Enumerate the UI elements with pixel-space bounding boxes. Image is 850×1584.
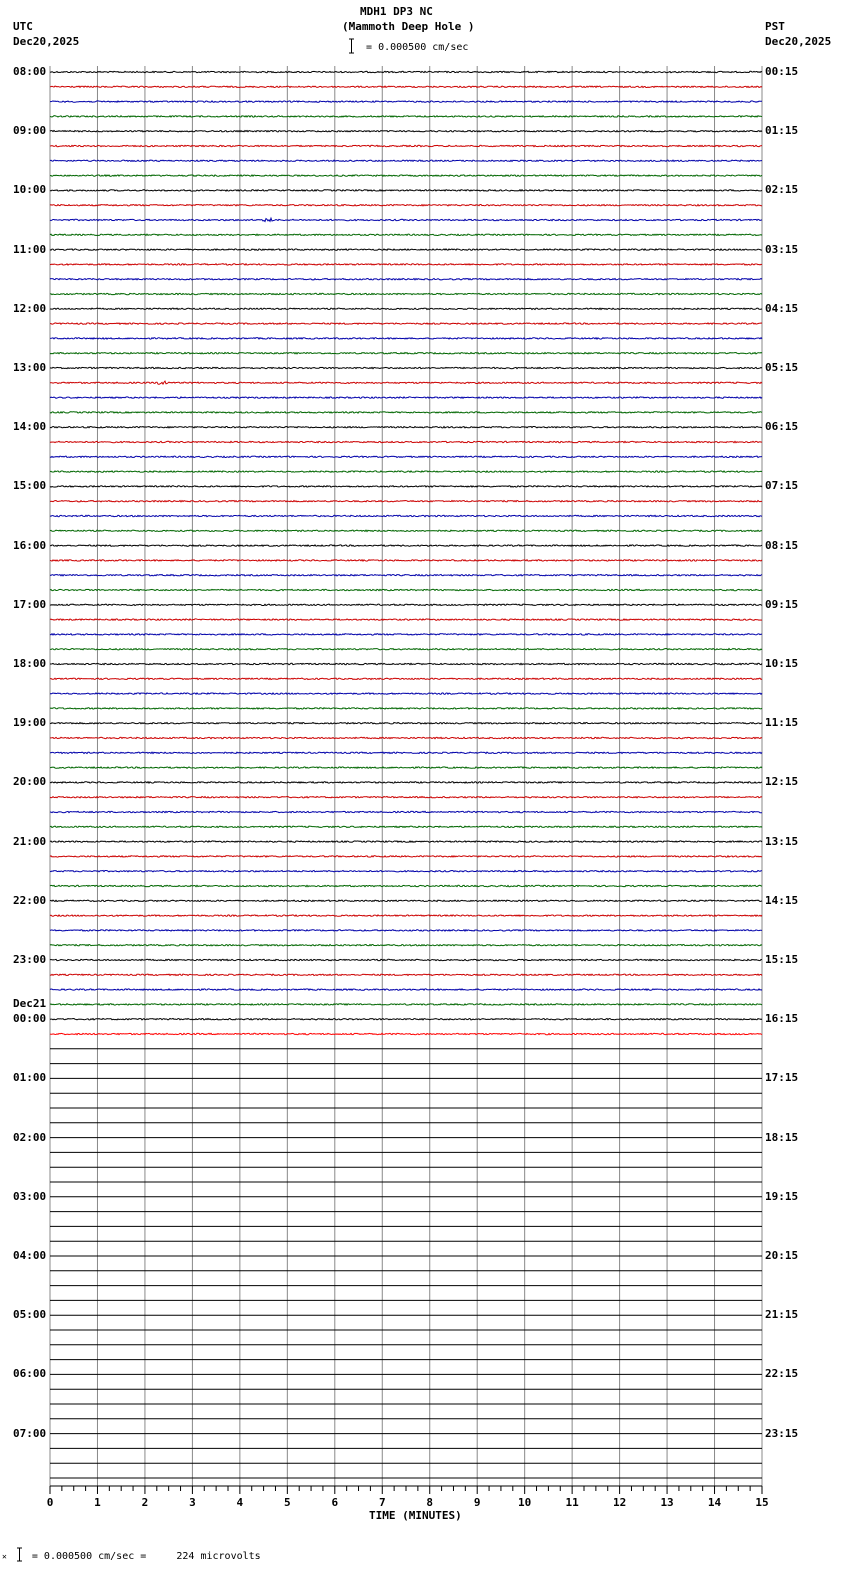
utc-hour-label: 19:00 [13,716,47,730]
pst-hour-label: 12:15 [765,775,799,789]
seismic-trace [50,900,762,901]
seismic-trace [50,175,762,176]
pst-hour-label: 02:15 [765,183,799,197]
seismic-trace [50,871,762,872]
seismic-trace [50,397,762,398]
utc-hour-label: 06:00 [13,1367,47,1381]
seismic-trace [50,1004,762,1005]
seismic-trace [50,545,762,546]
seismic-trace [50,604,762,605]
seismic-trace [50,427,762,428]
seismic-trace [50,116,762,117]
utc-hour-label: 18:00 [13,657,47,670]
seismic-trace [50,782,762,783]
seismic-trace [50,234,762,235]
utc-hour-label: 23:00 [13,953,47,966]
marker-icon: ✕ [2,1552,7,1561]
seismic-trace [50,71,762,72]
seismic-trace [50,338,762,339]
pst-hour-label: 21:15 [765,1308,799,1322]
seismic-trace [50,145,762,146]
seismic-trace [50,381,762,384]
seismic-trace [50,589,762,590]
pst-hour-label: 11:15 [765,716,799,730]
x-tick-label: 14 [707,1496,722,1509]
pst-hour-label: 18:15 [765,1130,799,1144]
pst-hour-label: 23:15 [765,1426,799,1440]
utc-hour-label: 21:00 [13,834,47,848]
pst-hour-label: 01:15 [765,124,799,138]
x-tick-label: 12 [612,1496,627,1509]
pst-hour-label: 16:15 [765,1012,799,1026]
seismic-trace [50,131,762,132]
seismic-trace [50,945,762,946]
seismic-trace [50,412,762,413]
pst-hour-label: 17:15 [765,1071,799,1085]
calibration-text: = 0.000500 cm/sec = 224 microvolts [31,1551,261,1562]
seismic-trace [50,471,762,472]
seismic-trace [50,86,762,87]
utc-label: UTC [13,20,33,33]
seismic-trace [50,767,762,768]
seismic-trace [50,515,762,516]
seismic-trace [50,752,762,753]
seismic-trace [50,190,762,191]
seismic-trace [50,885,762,886]
seismic-trace [50,264,762,265]
seismic-trace [50,841,762,842]
seismic-trace [50,723,762,724]
seismic-trace [50,218,762,221]
seismic-trace [50,1019,762,1020]
pst-hour-label: 04:15 [765,301,799,315]
utc-hour-label: 08:00 [13,65,47,78]
seismic-trace [50,989,762,990]
utc-hour-label: 05:00 [13,1308,47,1322]
seismic-trace [50,279,762,280]
seismic-trace [50,367,762,368]
seismic-trace [50,441,762,442]
x-tick-label: 4 [236,1496,244,1509]
seismic-trace [50,486,762,487]
seismic-trace [50,249,762,250]
seismic-trace [50,915,762,916]
seismic-trace [50,930,762,931]
utc-hour-label: 09:00 [13,124,47,138]
seismic-trace [50,737,762,738]
seismic-trace [50,663,762,664]
pst-hour-label: 20:15 [765,1249,799,1262]
utc-hour-label: 17:00 [13,597,47,611]
utc-hour-label: 04:00 [13,1249,47,1262]
pst-hour-label: 19:15 [765,1189,799,1203]
pst-hour-label: 13:15 [765,834,799,848]
seismic-trace [50,353,762,354]
pst-hour-label: 08:15 [765,538,799,552]
seismic-trace [50,811,762,812]
utc-hour-label: 00:00 [13,1012,47,1026]
utc-hour-label: 16:00 [13,538,47,552]
utc-hour-label: 22:00 [13,893,47,907]
seismic-trace [50,649,762,650]
utc-hour-label: 13:00 [13,361,47,374]
x-tick-label: 0 [46,1496,54,1509]
pst-hour-label: 22:15 [765,1367,799,1381]
utc-hour-label: 20:00 [13,775,47,789]
seismic-trace [50,856,762,857]
utc-hour-label: 02:00 [13,1130,47,1144]
seismic-trace [50,797,762,798]
utc-hour-label: 10:00 [13,183,47,197]
x-axis [47,1486,769,1509]
utc-date: Dec20,2025 [13,35,80,48]
seismic-trace [50,101,762,102]
pst-hour-label: 10:15 [765,657,799,670]
x-tick-label: 15 [755,1496,769,1509]
pst-hour-label: 05:15 [765,361,799,374]
x-tick-label: 10 [518,1496,532,1509]
x-tick-label: 2 [141,1496,149,1509]
seismic-trace [50,501,762,502]
date-change-label: Dec21 [13,997,47,1011]
calibration-note [2,1549,261,1562]
seismic-trace [50,160,762,161]
utc-hour-label: 12:00 [13,301,47,315]
seismic-trace [50,974,762,975]
seismic-trace [50,293,762,294]
pst-label: PST [765,20,785,33]
utc-hour-label: 14:00 [13,420,47,434]
station-title: MDH1 DP3 NC [360,5,433,18]
pst-hour-label: 06:15 [765,420,799,434]
utc-hour-label: 07:00 [13,1426,47,1440]
chart-traces [50,71,762,1478]
x-tick-label: 11 [565,1496,579,1509]
seismic-trace [50,456,762,457]
utc-hour-label: 01:00 [13,1071,47,1085]
seismic-trace [50,530,762,531]
pst-hour-label: 00:15 [765,65,799,78]
seismic-trace [50,678,762,679]
x-tick-label: 13 [660,1496,674,1509]
x-tick-label: 9 [473,1496,481,1509]
seismic-trace [50,619,762,620]
x-axis-title: TIME (MINUTES) [369,1509,462,1522]
seismic-trace [50,205,762,206]
x-tick-label: 7 [378,1496,386,1509]
seismic-trace [50,308,762,309]
seismic-trace [50,323,762,324]
x-tick-label: 6 [331,1496,339,1509]
x-tick-label: 1 [94,1496,101,1509]
seismic-trace [50,560,762,561]
seismic-trace [50,634,762,635]
utc-hour-label: 15:00 [13,479,47,493]
x-tick-label: 8 [426,1496,434,1509]
calibration-bar-icon [17,1549,22,1561]
utc-hour-label: 11:00 [13,242,47,256]
pst-hour-label: 14:15 [765,893,799,907]
utc-hour-label: 03:00 [13,1189,47,1203]
pst-hour-label: 09:15 [765,597,799,611]
pst-hour-label: 15:15 [765,953,799,966]
seismic-trace [50,826,762,827]
seismic-trace [50,959,762,960]
pst-date: Dec20,2025 [765,35,832,48]
seismic-trace [50,693,762,694]
seismic-trace [50,575,762,576]
seismic-trace [50,708,762,709]
pst-hour-label: 03:15 [765,242,799,256]
x-tick-label: 3 [189,1496,196,1509]
x-tick-label: 5 [284,1496,291,1509]
scale-value: = 0.000500 cm/sec [366,42,469,53]
seismic-trace [50,1033,762,1034]
pst-hour-label: 07:15 [765,479,799,493]
site-title: (Mammoth Deep Hole ) [342,20,475,33]
